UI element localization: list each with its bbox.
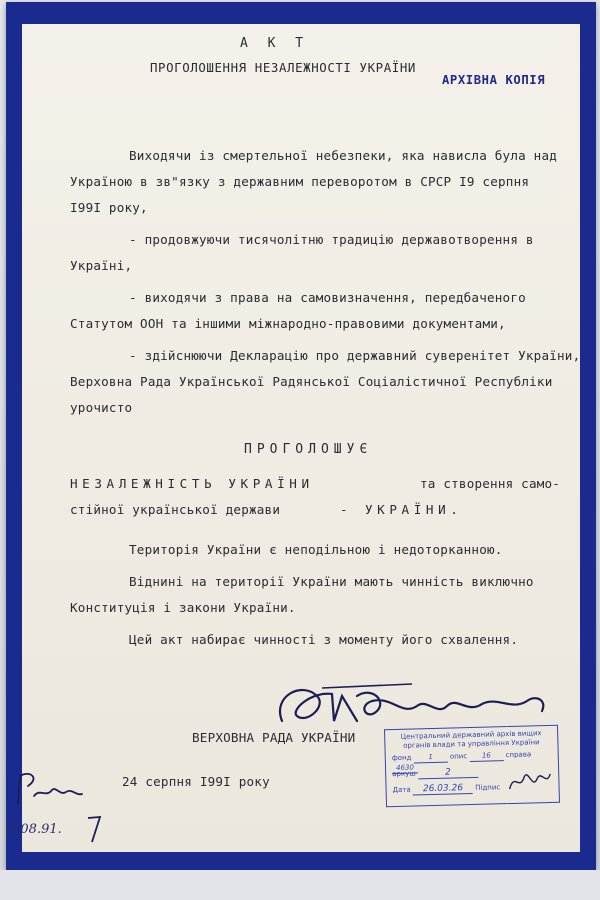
stamp-signature [504, 766, 555, 797]
margin-handwritten-date: 5.08.91. [8, 822, 62, 837]
independence-phrase: НЕЗАЛЕЖНІСТЬ УКРАЇНИ [70, 476, 314, 491]
stamp-fond-value: 1 [414, 753, 448, 764]
independence-dash: - [340, 502, 348, 517]
stamp-sprava-value: 4630 [392, 763, 418, 774]
stamp-data-value: 26.03.26 [413, 784, 473, 796]
law-line-2: Конституція і закони України. [70, 600, 296, 615]
stamp-header-2: органів влади та управління України [403, 738, 540, 750]
signatory-line: ВЕРХОВНА РАДА УКРАЇНИ [192, 730, 356, 745]
stamp-data-label: Дата [392, 785, 411, 795]
stamp-header-1: Центральний державний архів вищих [400, 729, 542, 741]
body-line-5: Україні, [70, 258, 133, 273]
body-line-8: - здійснюючи Декларацію про державний суверенітет України, [129, 348, 580, 363]
document-date: 24 серпня І99І року [122, 774, 270, 789]
body-line-1: Виходячи із смертельної небезпеки, яка нависла була над [129, 148, 558, 163]
stamp-opys-value: 16 [469, 751, 503, 762]
stamp-arkush-value: 2 [418, 768, 478, 780]
margin-handwritten-mark [86, 814, 102, 844]
ukraine-word: УКРАЇНИ. [365, 502, 463, 517]
independence-line-2: стійної української держави [70, 502, 281, 517]
document-subtitle: ПРОГОЛОШЕННЯ НЕЗАЛЕЖНОСТІ УКРАЇНИ [150, 60, 416, 75]
margin-handwritten-signature [10, 768, 90, 808]
archive-copy-mark: АРХІВНА КОПІЯ [442, 73, 546, 87]
effect-line: Цей акт набирає чинності з моменту його схвалення. [129, 632, 519, 647]
body-line-10: урочисто [70, 400, 133, 415]
stamp-sprava-label: справа [505, 750, 532, 760]
document-title: А К Т [240, 36, 310, 51]
law-line-1: Віднині на території України мають чинність виключно [129, 574, 534, 589]
body-line-2: Україною в зв"язку з державним переворотом в СРСР І9 серпня [70, 174, 530, 189]
document-page [22, 24, 580, 852]
wall-bottom [0, 870, 600, 900]
stamp-pidpys-label: Підпис [475, 783, 501, 792]
archive-stamp [384, 725, 560, 808]
stamp-fond-label: фонд [391, 753, 412, 763]
body-line-7: Статутом ООН та іншими міжнародно-правовими документами, [70, 316, 506, 331]
body-line-6: - виходячи з права на самовизначення, передбаченого [129, 290, 526, 305]
territory-line: Територія України є неподільною і недоторканною. [129, 542, 503, 557]
body-line-9: Верховна Рада Української Радянської Соціалістичної Республіки [70, 374, 553, 389]
stamp-arkush-label: аркуш [392, 769, 416, 779]
body-line-4: - продовжуючи тисячолітню традицію державотворення в [129, 232, 534, 247]
stamp-opys-label: опис [449, 752, 468, 761]
independence-continuation: та створення само- [420, 476, 561, 491]
proclaims-heading: ПРОГОЛОШУЄ [244, 442, 373, 457]
body-line-3: І99І року, [70, 200, 148, 215]
